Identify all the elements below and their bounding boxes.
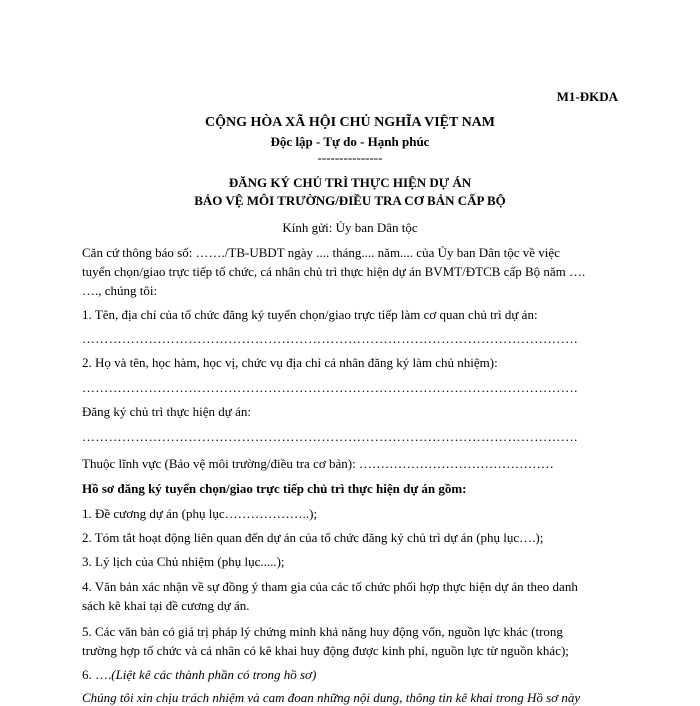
dossier-item-1: 1. Đề cương dự án (phụ lục………………..); bbox=[82, 506, 318, 521]
dossier-item-6 bbox=[82, 667, 622, 683]
dossier-item-5a: 5. Các văn bản có giá trị pháp lý chứng minh khả năng huy động vốn, nguồn lực khác (trong bbox=[82, 624, 563, 639]
dossier-item-3: 3. Lý lịch của Chủ nhiệm (phụ lục.....); bbox=[82, 554, 285, 569]
dot-line-3: …………………………………………………………………………………………………. bbox=[82, 429, 578, 444]
national-title: CỘNG HÒA XÃ HỘI CHỦ NGHĨA VIỆT NAM bbox=[204, 115, 495, 130]
intro-line-3: …., chúng tôi: bbox=[82, 283, 158, 298]
doc-title-line2: BẢO VỆ MÔI TRƯỜNG/ĐIỀU TRA CƠ BẢN CẤP BỘ bbox=[194, 193, 506, 208]
form-code: M1-ĐKDA bbox=[556, 89, 618, 104]
item-1: 1. Tên, địa chỉ của tổ chức đăng ký tuyển chọn/giao trực tiếp làm cơ quan chủ trì dự án: bbox=[82, 307, 538, 322]
motto: Độc lập - Tự do - Hạnh phúc bbox=[270, 134, 430, 149]
dossier-item-4a: 4. Văn bản xác nhận về sự đồng ý tham gia của các tổ chức phối hợp thực hiện dự án theo danh bbox=[82, 579, 578, 594]
dossier-item-6-note: (Liệt kê các thành phần có trong hồ sơ) bbox=[111, 667, 317, 682]
dot-line-2: …………………………………………………………………………………………………. bbox=[82, 380, 578, 395]
doc-title-line1: ĐĂNG KÝ CHỦ TRÌ THỰC HIỆN DỰ ÁN bbox=[228, 175, 472, 190]
dossier-item-6-prefix: 6. …. bbox=[82, 667, 112, 682]
item-2: 2. Họ và tên, học hàm, học vị, chức vụ địa chỉ cá nhân đăng ký làm chủ nhiệm): bbox=[82, 355, 498, 370]
field-line: Thuộc lĩnh vực (Bảo vệ môi trường/điều tra cơ bản): ……………………………………… bbox=[82, 456, 554, 471]
dossier-item-2: 2. Tóm tắt hoạt động liên quan đến dự án của tổ chức đăng ký chủ trì dự án (phụ lục….); bbox=[82, 530, 544, 545]
dot-line-1: …………………………………………………………………………………………………. bbox=[82, 331, 578, 346]
recipient: Kính gửi: Ủy ban Dân tộc bbox=[282, 220, 418, 235]
dossier-heading: Hồ sơ đăng ký tuyển chọn/giao trực tiếp chủ trì thực hiện dự án gồm: bbox=[82, 481, 467, 496]
register-label: Đăng ký chủ trì thực hiện dự án: bbox=[82, 404, 251, 419]
separator: --------------- bbox=[317, 150, 383, 165]
intro-line-1: Căn cứ thông báo số: ……./TB-UBDT ngày .... tháng.... năm.... của Ủy ban Dân tộc về việc bbox=[82, 245, 560, 260]
dossier-item-4b: sách kê khai tại đề cương dự án. bbox=[82, 598, 250, 613]
dossier-item-5b: trường hợp tổ chức và cá nhân có kê khai huy động được kinh phí, nguồn lực từ nguồn khác); bbox=[82, 643, 569, 658]
intro-line-2: tuyển chọn/giao trực tiếp tổ chức, cá nhân chủ trì thực hiện dự án BVMT/ĐTCB cấp Bộ năm …. bbox=[82, 264, 586, 279]
closing-statement: Chúng tôi xin chịu trách nhiệm và cam đoan những nội dung, thông tin kê khai trong Hồ sơ này bbox=[82, 690, 581, 705]
